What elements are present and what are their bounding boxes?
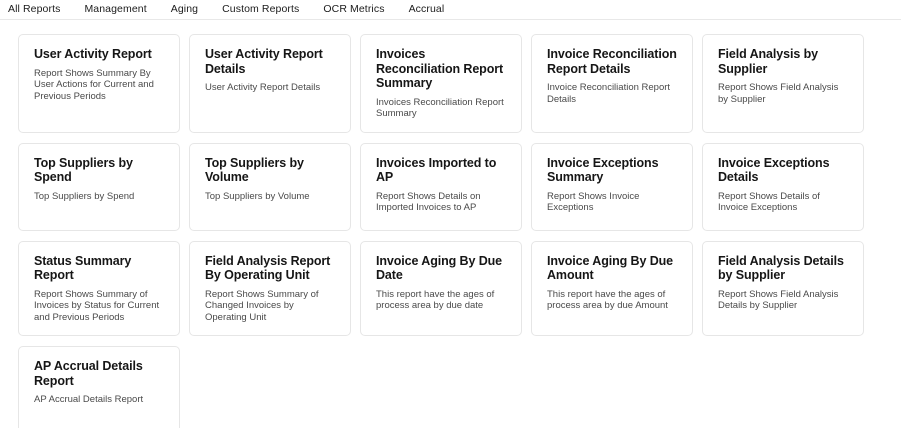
report-card-title: Invoice Aging By Due Date bbox=[376, 253, 503, 282]
report-card[interactable] bbox=[531, 143, 693, 231]
report-card[interactable] bbox=[702, 34, 864, 133]
report-card-description: Top Suppliers by Volume bbox=[205, 190, 310, 202]
report-card-title: Invoice Reconciliation Report Details bbox=[547, 47, 677, 76]
report-card[interactable] bbox=[360, 241, 522, 337]
report-card-title: User Activity Report bbox=[34, 47, 152, 61]
tab-accrual[interactable]: Accrual bbox=[408, 3, 445, 15]
report-card-description: Report Shows Field Analysis by Supplier bbox=[718, 82, 839, 105]
report-card[interactable] bbox=[531, 34, 693, 133]
tab-management[interactable]: Management bbox=[84, 3, 147, 15]
report-card[interactable] bbox=[189, 143, 351, 231]
report-card-title: Field Analysis Details by Supplier bbox=[718, 253, 844, 282]
report-card[interactable] bbox=[360, 143, 522, 231]
report-card-description: Report Shows Invoice Exceptions bbox=[547, 190, 640, 213]
tab-ocr-metrics[interactable]: OCR Metrics bbox=[323, 3, 385, 15]
report-card[interactable] bbox=[189, 34, 351, 133]
report-card[interactable] bbox=[531, 241, 693, 337]
report-card-title: Field Analysis by Supplier bbox=[718, 47, 818, 76]
report-card[interactable] bbox=[702, 143, 864, 231]
report-card-description: Report Shows Field Analysis Details by Supplier bbox=[718, 288, 839, 311]
report-card-description: Report Shows Summary of Invoices by Status for Current and Previous Periods bbox=[34, 288, 160, 323]
report-category-tabbar bbox=[0, 0, 901, 20]
report-card-description: This report have the ages of process area by due date bbox=[376, 288, 495, 311]
report-card-description: Report Shows Summary By User Actions for Current and Previous Periods bbox=[34, 67, 154, 102]
report-card-description: Report Shows Summary of Changed Invoices by Operating Unit bbox=[205, 288, 319, 323]
report-card-title: Top Suppliers by Volume bbox=[205, 155, 304, 184]
report-card-description: Report Shows Details of Invoice Exceptions bbox=[718, 190, 820, 213]
report-card-description: User Activity Report Details bbox=[205, 82, 321, 93]
report-card-description: AP Accrual Details Report bbox=[34, 394, 144, 405]
report-card[interactable] bbox=[360, 34, 522, 133]
report-card-description: This report have the ages of process area by due Amount bbox=[547, 288, 668, 311]
report-card-title: Invoices Imported to AP bbox=[376, 155, 497, 184]
report-card-title: User Activity Report Details bbox=[205, 47, 323, 76]
report-card-description: Invoices Reconciliation Report Summary bbox=[376, 96, 504, 119]
tab-custom-reports[interactable]: Custom Reports bbox=[222, 3, 300, 15]
report-card-title: Invoice Exceptions Summary bbox=[547, 155, 659, 184]
report-card-title: Invoices Reconciliation Report Summary bbox=[376, 47, 504, 90]
tab-aging[interactable]: Aging bbox=[170, 3, 199, 15]
report-card[interactable] bbox=[18, 346, 180, 428]
report-card-title: Top Suppliers by Spend bbox=[34, 155, 133, 184]
report-card-title: Status Summary Report bbox=[34, 253, 132, 282]
report-card[interactable] bbox=[189, 241, 351, 337]
report-card[interactable] bbox=[18, 241, 180, 337]
report-card-description: Top Suppliers by Spend bbox=[34, 190, 135, 202]
report-card-description: Invoice Reconciliation Report Details bbox=[547, 82, 671, 105]
report-card[interactable] bbox=[18, 34, 180, 133]
report-card[interactable] bbox=[702, 241, 864, 337]
tab-all-reports[interactable]: All Reports bbox=[8, 3, 61, 15]
report-card-description: Report Shows Details on Imported Invoices to AP bbox=[376, 190, 481, 213]
report-card-title: Field Analysis Report By Operating Unit bbox=[205, 253, 331, 282]
report-card-title: AP Accrual Details Report bbox=[34, 359, 143, 388]
report-card[interactable] bbox=[18, 143, 180, 231]
report-card-grid bbox=[0, 20, 901, 428]
report-card-title: Invoice Exceptions Details bbox=[718, 155, 830, 184]
report-card-title: Invoice Aging By Due Amount bbox=[547, 253, 674, 282]
